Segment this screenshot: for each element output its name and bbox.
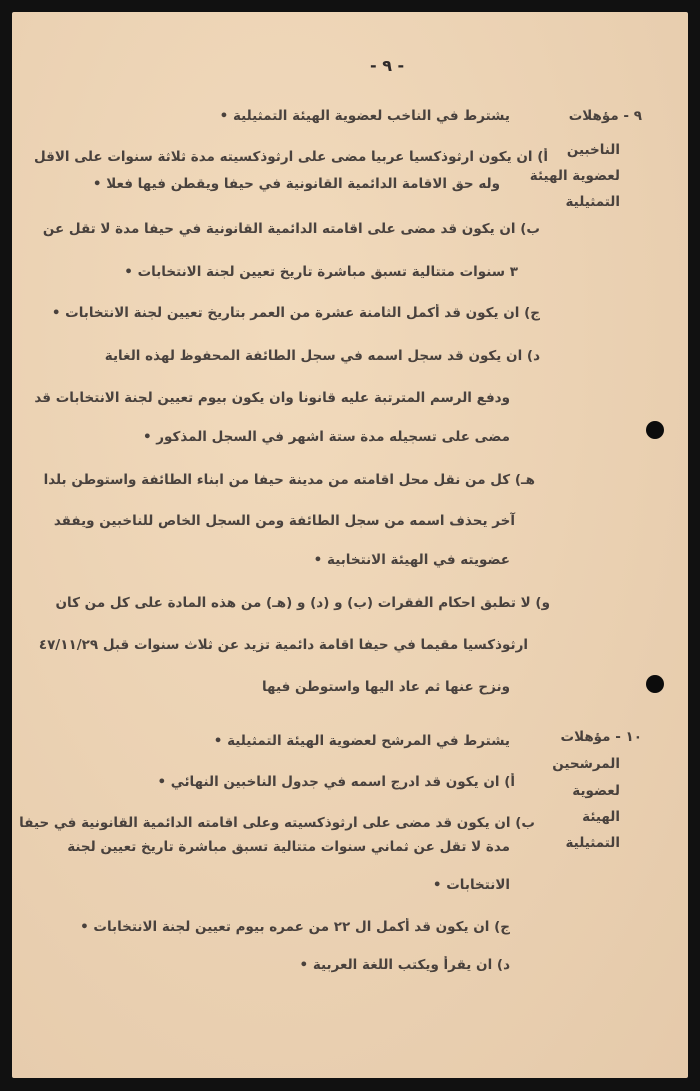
- section-10-number-title: ١٠ - مؤهلات: [560, 729, 642, 745]
- section-10-line-3: مدة لا تقل عن ثماني سنوات متتالية تسبق مباشرة تاريخ تعيين لجنة: [67, 839, 510, 855]
- section-10-line-6: د) ان يقرأ ويكتب اللغة العربية •: [299, 957, 510, 973]
- section-9-number-title: ٩ - مؤهلات: [568, 108, 642, 124]
- section-9-intro: يشترط في الناخب لعضوية الهيئة التمثيلية •: [219, 108, 510, 124]
- page-number: - ٩ -: [370, 56, 405, 75]
- section-9-side-title-1: الناخبين: [566, 142, 620, 158]
- section-9-line-9: هـ) كل من نقل محل اقامته من مدينة حيفا من ابناء الطائفة واستوطن بلدا: [43, 472, 535, 488]
- section-10-line-5: ج) ان يكون قد أكمل ال ٢٢ من عمره بيوم تعيين لجنة الانتخابات •: [80, 919, 510, 935]
- section-10-line-2: ب) ان يكون قد مضى على ارثوذكسيته وعلى اقامته الدائمية القانونية في حيفا: [19, 815, 535, 831]
- section-9-line-4: ٣ سنوات متتالية تسبق مباشرة تاريخ تعيين لجنة الانتخابات •: [124, 264, 518, 280]
- section-10-side-title-3: الهيئة: [582, 809, 620, 825]
- section-9-line-11: عضويته في الهيئة الانتخابية •: [313, 552, 510, 568]
- section-9-line-8: مضى على تسجيله مدة ستة اشهر في السجل المذكور •: [142, 429, 510, 445]
- punch-hole-top: [646, 421, 664, 439]
- punch-hole-bottom: [646, 675, 664, 693]
- section-10-intro: يشترط في المرشح لعضوية الهيئة التمثيلية •: [213, 733, 510, 749]
- section-9-line-14: ونزح عنها ثم عاد اليها واستوطن فيها: [261, 679, 510, 695]
- section-9-side-title-2: لعضوية الهيئة: [529, 168, 620, 184]
- section-10-line-4: الانتخابات •: [432, 877, 510, 893]
- section-9-line-5: ج) ان يكون قد أكمل الثامنة عشرة من العمر بتاريخ تعيين لجنة الانتخابات •: [51, 305, 540, 321]
- section-10-side-title-1: المرشحين: [552, 756, 620, 772]
- section-9-line-3: ب) ان يكون قد مضى على اقامته الدائمية القانونية في حيفا مدة لا تقل عن: [42, 221, 540, 237]
- section-9-side-title-3: التمثيلية: [565, 194, 620, 210]
- section-9-line-2: وله حق الاقامة الدائمية القانونية في حيفا ويقطن فيها فعلا •: [92, 176, 500, 192]
- section-9-line-13: ارثوذكسيا مقيما في حيفا اقامة دائمية تزيد عن ثلاث سنوات قبل ٤٧/١١/٢٩: [38, 637, 528, 653]
- section-10-side-title-4: التمثيلية: [565, 835, 620, 851]
- section-9-line-1: أ) ان يكون ارثوذكسيا عربيا مضى على ارثوذكسيته مدة ثلاثة سنوات على الاقل: [33, 149, 548, 165]
- section-9-line-7: ودفع الرسم المترتبة عليه قانونا وان يكون بيوم تعيين لجنة الانتخابات قد: [34, 390, 510, 406]
- section-10-line-1: أ) ان يكون قد ادرج اسمه في جدول الناخبين النهائي •: [157, 774, 515, 790]
- section-10-side-title-2: لعضوية: [572, 783, 620, 799]
- section-9-line-12: و) لا تطبق احكام الفقرات (ب) و (د) و (هـ) من هذه المادة على كل من كان: [55, 595, 550, 611]
- section-9-line-10: آخر يحذف اسمه من سجل الطائفة ومن السجل الخاص للناخبين ويفقد: [53, 513, 515, 529]
- section-9-line-6: د) ان يكون قد سجل اسمه في سجل الطائفة المحفوظ لهذه الغاية: [104, 348, 540, 364]
